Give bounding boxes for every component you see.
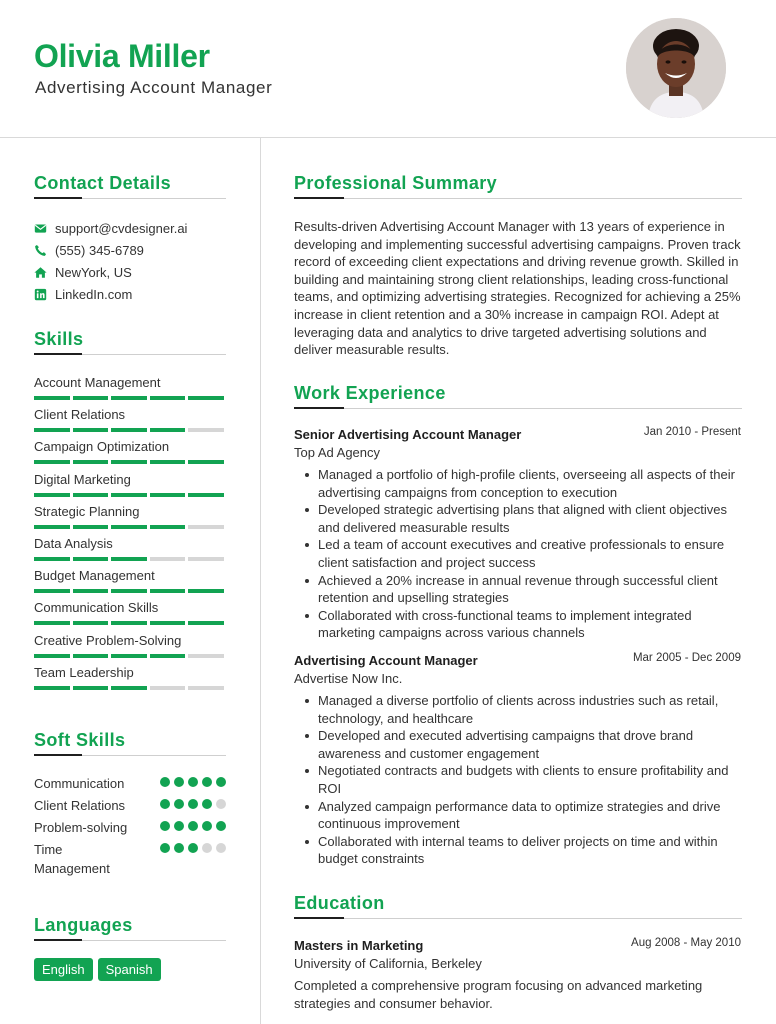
skill-label: Team Leadership — [34, 664, 134, 680]
list-item: Collaborated with cross-functional teams to implement integrated marketing campaigns across various channels — [318, 607, 746, 642]
skill-level-segment — [150, 557, 186, 561]
skill-row — [34, 633, 226, 658]
envelope-icon — [34, 222, 47, 235]
home-icon — [34, 266, 47, 279]
summary-text: Results-driven Advertising Account Manager with 13 years of experience in developing and implementing successful advertising campaigns. Proven track record of exceeding client expectations and driving revenue growth. Skilled in building and maintaining strong client relationships, leading cross-functional teams, and optimizing advertising strategies. Recognized for achieving a 25% increase in client retention and a 30% increase in campaign ROI. Adept at leveraging data and analytics to drive targeted advertising solutions and deliver measurable results. — [294, 219, 741, 358]
soft-skill-row — [34, 840, 226, 878]
skill-level-segment — [150, 493, 186, 497]
skill-level-bar — [34, 396, 226, 400]
resume-header — [0, 0, 776, 138]
rating-dot — [174, 821, 184, 831]
linkedin-icon — [34, 288, 47, 301]
contact-location-text: NewYork, US — [55, 265, 132, 280]
skill-level-bar — [34, 654, 226, 658]
skill-level-segment — [73, 428, 109, 432]
skill-level-segment — [73, 525, 109, 529]
experience-heading-rule — [294, 408, 742, 409]
skill-level-segment — [188, 396, 224, 400]
job-title: Advertising Account Manager — [294, 653, 478, 668]
education-school: University of California, Berkeley — [294, 956, 482, 971]
rating-dot — [188, 799, 198, 809]
skill-row — [34, 568, 226, 593]
soft-skill-label: Time Management — [34, 842, 110, 876]
candidate-title: Advertising Account Manager — [35, 78, 273, 97]
languages-heading-rule — [34, 940, 226, 941]
contact-linkedin-text: LinkedIn.com — [55, 287, 133, 302]
skill-label: Account Management — [34, 375, 161, 390]
skill-level-segment — [111, 396, 147, 400]
job-company: Top Ad Agency — [294, 445, 381, 460]
language-badge: Spanish — [98, 958, 161, 981]
soft-skills-heading-rule — [34, 755, 226, 756]
skill-level-segment — [111, 460, 147, 464]
rating-dot — [202, 777, 212, 787]
skill-level-segment — [188, 589, 224, 593]
languages-list — [34, 958, 161, 981]
education-degree: Masters in Marketing — [294, 938, 424, 953]
rating-dot — [174, 799, 184, 809]
list-item: Led a team of account executives and creative professionals to ensure client satisfaction and project success — [318, 536, 746, 571]
job-company: Advertise Now Inc. — [294, 671, 403, 686]
skill-level-segment — [34, 654, 70, 658]
contact-email[interactable] — [34, 221, 187, 236]
skill-level-segment — [34, 493, 70, 497]
skill-level-bar — [34, 557, 226, 561]
contact-linkedin[interactable] — [34, 287, 132, 302]
skill-level-segment — [111, 493, 147, 497]
languages-heading: Languages — [34, 915, 133, 935]
job-date: Mar 2005 - Dec 2009 — [632, 652, 741, 664]
rating-dot — [160, 799, 170, 809]
profile-photo — [626, 18, 726, 118]
job-bullets — [318, 466, 746, 642]
skill-level-segment — [188, 460, 224, 464]
skill-level-segment — [188, 493, 224, 497]
column-divider — [260, 138, 261, 1024]
contact-phone-text: (555) 345-6789 — [55, 243, 144, 258]
rating-dot — [202, 821, 212, 831]
skill-level-segment — [73, 557, 109, 561]
rating-dot — [174, 843, 184, 853]
list-item: Managed a diverse portfolio of clients across industries such as retail, technology, and healthcare — [318, 692, 746, 727]
skill-row — [34, 472, 226, 497]
experience-heading: Work Experience — [294, 383, 446, 403]
skill-level-segment — [150, 525, 186, 529]
skill-level-segment — [150, 654, 186, 658]
skill-level-segment — [73, 654, 109, 658]
skill-level-segment — [188, 525, 224, 529]
skill-level-segment — [34, 621, 70, 625]
skill-level-bar — [34, 589, 226, 593]
soft-skill-row — [34, 774, 226, 793]
education-description: Completed a comprehensive program focusing on advanced marketing strategies and consumer behavior. — [294, 978, 703, 1011]
skill-row — [34, 600, 226, 625]
contact-heading-rule — [34, 198, 226, 199]
skill-label: Creative Problem-Solving — [34, 632, 182, 648]
skill-level-segment — [73, 621, 109, 625]
skill-level-bar — [34, 493, 226, 497]
skill-level-segment — [34, 589, 70, 593]
job-date: Jan 2010 - Present — [643, 426, 741, 438]
skill-row — [34, 665, 226, 690]
skill-row — [34, 407, 226, 432]
skill-label: Campaign Optimization — [34, 439, 170, 455]
skill-level-segment — [188, 686, 224, 690]
skill-level-segment — [150, 589, 186, 593]
contact-location — [34, 265, 132, 280]
skill-level-segment — [73, 396, 109, 400]
soft-skill-label: Problem-solving — [34, 820, 128, 835]
list-item: Managed a portfolio of high-profile clients, overseeing all aspects of their advertising campaigns from conception to execution — [318, 466, 746, 501]
contact-phone[interactable] — [34, 243, 144, 258]
list-item: Achieved a 20% increase in annual revenue through successful client retention and upselling strategies — [318, 572, 746, 607]
skill-level-segment — [34, 460, 70, 464]
skill-row — [34, 375, 226, 400]
skill-level-segment — [111, 621, 147, 625]
soft-skill-row — [34, 796, 226, 815]
soft-skill-rating — [160, 777, 226, 787]
rating-dot — [188, 821, 198, 831]
soft-skill-rating — [160, 799, 226, 809]
rating-dot — [202, 843, 212, 853]
skill-label: Strategic Planning — [34, 503, 140, 519]
skills-heading: Skills — [34, 329, 84, 349]
job-title: Senior Advertising Account Manager — [294, 427, 522, 442]
list-item: Developed strategic advertising plans that aligned with client objectives and delivered measurable results — [318, 501, 746, 536]
skill-level-segment — [34, 396, 70, 400]
rating-dot — [202, 799, 212, 809]
rating-dot — [160, 821, 170, 831]
skill-label: Client Relations — [34, 407, 126, 423]
soft-skill-label: Communication — [34, 776, 125, 791]
soft-skill-label: Client Relations — [34, 798, 126, 813]
skill-row — [34, 536, 226, 561]
list-item: Analyzed campaign performance data to optimize strategies and drive continuous improvement — [318, 798, 746, 833]
skill-level-segment — [34, 557, 70, 561]
skill-level-segment — [73, 589, 109, 593]
list-item: Negotiated contracts and budgets with clients to ensure profitability and ROI — [318, 762, 746, 797]
soft-skill-rating — [160, 821, 226, 831]
skill-level-segment — [73, 493, 109, 497]
skill-label: Communication Skills — [34, 600, 159, 616]
skill-level-segment — [111, 654, 147, 658]
skill-label: Digital Marketing — [34, 471, 131, 487]
soft-skills-heading: Soft Skills — [34, 730, 126, 750]
skill-row — [34, 439, 226, 464]
language-badge: English — [34, 958, 93, 981]
skill-label: Budget Management — [34, 568, 155, 584]
skill-level-segment — [111, 428, 147, 432]
job-bullets — [318, 692, 746, 868]
education-heading-rule — [294, 918, 742, 919]
skill-level-segment — [188, 654, 224, 658]
skill-row — [34, 504, 226, 529]
skill-label: Data Analysis — [34, 536, 113, 551]
skill-level-segment — [34, 525, 70, 529]
skill-level-segment — [150, 460, 186, 464]
candidate-name: Olivia Miller — [34, 38, 210, 74]
rating-dot — [188, 843, 198, 853]
education-date: Aug 2008 - May 2010 — [631, 937, 741, 949]
skill-level-segment — [188, 621, 224, 625]
skill-level-segment — [73, 686, 109, 690]
skill-level-segment — [34, 686, 70, 690]
skill-level-segment — [34, 428, 70, 432]
skill-level-segment — [73, 460, 109, 464]
contact-heading: Contact Details — [34, 173, 172, 193]
skill-level-bar — [34, 621, 226, 625]
rating-dot — [174, 777, 184, 787]
soft-skill-row — [34, 818, 226, 837]
skill-level-segment — [111, 686, 147, 690]
skill-level-segment — [188, 428, 224, 432]
skill-level-segment — [188, 557, 224, 561]
skill-level-bar — [34, 428, 226, 432]
phone-icon — [34, 244, 47, 257]
list-item: Developed and executed advertising campaigns that drove brand awareness and customer engagement — [318, 727, 746, 762]
skill-level-segment — [111, 557, 147, 561]
skill-level-bar — [34, 686, 226, 690]
summary-heading-rule — [294, 198, 742, 199]
summary-heading: Professional Summary — [294, 173, 498, 193]
skills-heading-rule — [34, 354, 226, 355]
rating-dot — [188, 777, 198, 787]
list-item: Collaborated with internal teams to deliver projects on time and within budget constraints — [318, 833, 746, 868]
rating-dot — [216, 799, 226, 809]
skill-level-segment — [150, 428, 186, 432]
skill-level-bar — [34, 460, 226, 464]
education-heading: Education — [294, 893, 385, 913]
rating-dot — [160, 843, 170, 853]
skill-level-segment — [111, 589, 147, 593]
rating-dot — [216, 843, 226, 853]
skill-level-segment — [150, 686, 186, 690]
rating-dot — [160, 777, 170, 787]
rating-dot — [216, 777, 226, 787]
soft-skill-rating — [160, 843, 226, 853]
skill-level-bar — [34, 525, 226, 529]
rating-dot — [216, 821, 226, 831]
skill-level-segment — [150, 621, 186, 625]
contact-email-text: support@cvdesigner.ai — [55, 221, 188, 236]
skill-level-segment — [111, 525, 147, 529]
skill-level-segment — [150, 396, 186, 400]
